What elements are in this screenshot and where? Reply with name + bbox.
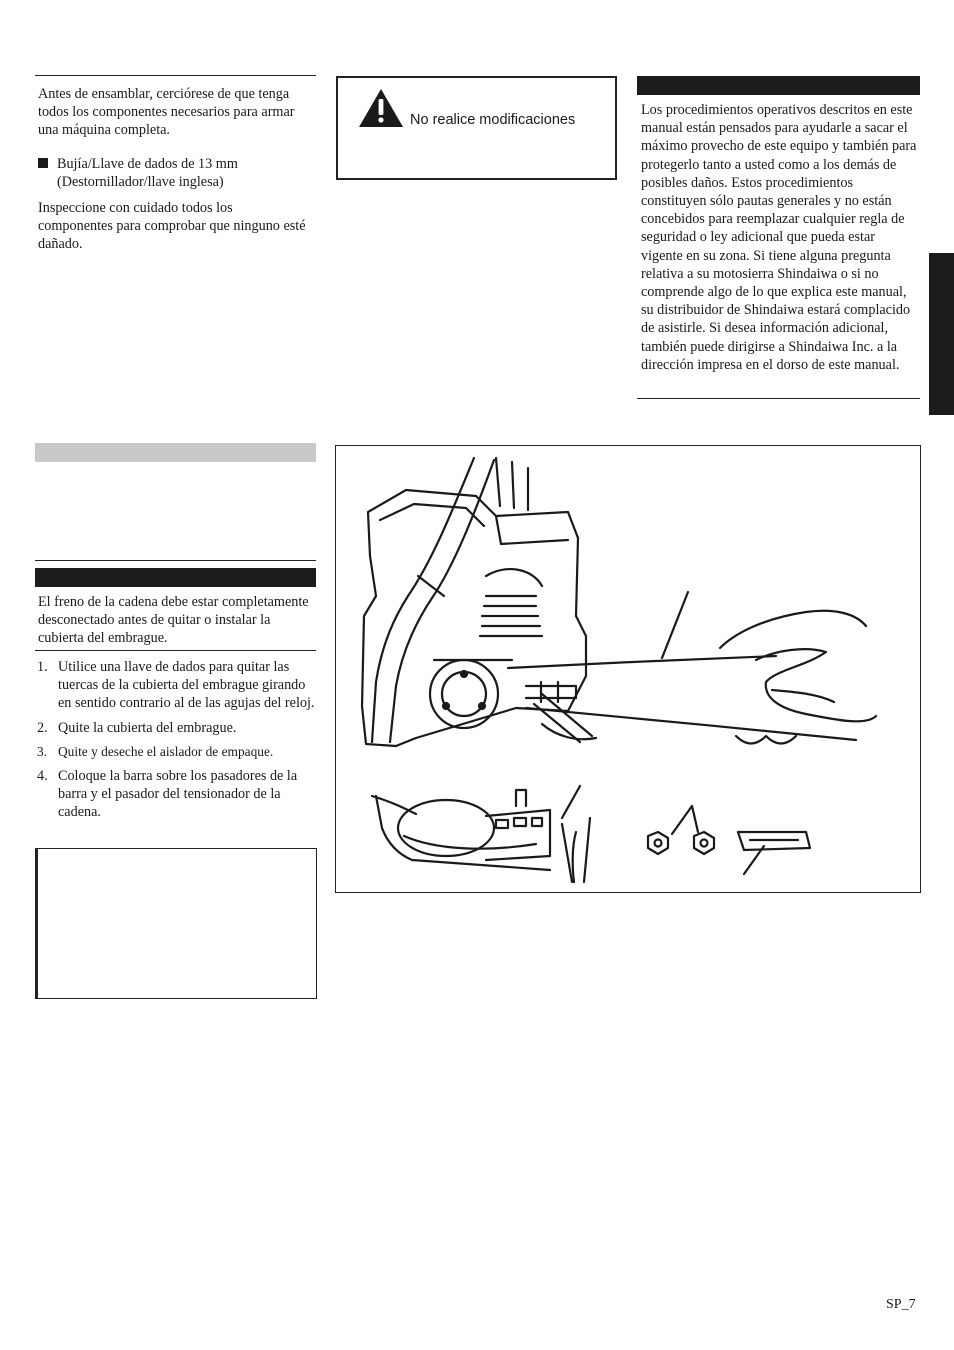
square-bullet-icon <box>38 158 48 168</box>
notice-paragraph: Los procedimientos operativos descritos en este manual están pensados para ayudarle a sacar el máximo provecho de este equipo y también para protegerlo tanto a usted como a los demás de posibles daños. Estos procedimientos constituyen sólo pautas generales y no están concebidos para reemplazar cualquier regla de seguridad o ley adicional que pueda estar vigente en su zona. Si tiene alguna pregunta relativa a su motosierra Shindaiwa o si no comprende algo de lo que explica este manual, su distribuidor de Shindaiwa estará complacido de asistirle. Si desea información adicional, también puede dirigirse a Shindaiwa Inc. a la dirección impresa en el dorso de este manual. <box>641 102 917 373</box>
intro-paragraph: Antes de ensamblar, cerciórese de que tenga todos los componentes necesarios para armar una máquina completa. <box>38 86 295 139</box>
step-number: 3. <box>37 743 48 759</box>
install-steps-list <box>35 658 318 828</box>
parts-item-line1: Bujía/Llave de dados de 13 mm <box>57 156 238 172</box>
note-box <box>35 848 317 999</box>
warning-text: No realice modificaciones <box>410 112 576 128</box>
warning-triangle-icon <box>358 88 404 128</box>
intro-top-rule <box>35 75 316 76</box>
step-text: Coloque la barra sobre los pasadores de la barra y el pasador del tensionador de la cadena. <box>58 768 298 821</box>
page-number: SP_7 <box>886 1297 916 1312</box>
step-item <box>35 767 318 822</box>
parts-item-line2: (Destornillador/llave inglesa) <box>57 174 224 191</box>
parts-list-item <box>38 155 314 191</box>
step-number: 4. <box>37 768 48 785</box>
step-item <box>35 719 318 737</box>
notice-header-bar <box>637 76 920 95</box>
notice-bottom-rule <box>637 398 920 399</box>
chainsaw-illustration <box>336 446 920 892</box>
inspect-paragraph: Inspeccione con cuidado todos los componentes para comprobar que ninguno esté dañado. <box>38 200 306 253</box>
section-separator-rule <box>35 560 316 561</box>
step-text: Quite y deseche el aislador de empaque. <box>58 743 274 759</box>
step-number: 2. <box>37 719 48 736</box>
warning-box <box>336 76 617 180</box>
section-header-bar-dark <box>35 568 316 587</box>
brake-note-rule <box>35 650 316 651</box>
step-item <box>35 743 318 761</box>
step-text: Utilice una llave de dados para quitar las tuercas de la cubierta del embrague girando en sentido contrario al de las agujas del reloj. <box>58 659 315 712</box>
step-number: 1. <box>37 659 48 675</box>
brake-note: El freno de la cadena debe estar completamente desconectado antes de quitar o instalar la cubierta del embrague. <box>38 594 309 647</box>
step-item <box>35 658 318 713</box>
section-side-tab <box>929 253 954 415</box>
figure-frame <box>335 445 921 893</box>
step-text: Quite la cubierta del embrague. <box>58 719 237 736</box>
section-header-bar-grey <box>35 443 316 462</box>
